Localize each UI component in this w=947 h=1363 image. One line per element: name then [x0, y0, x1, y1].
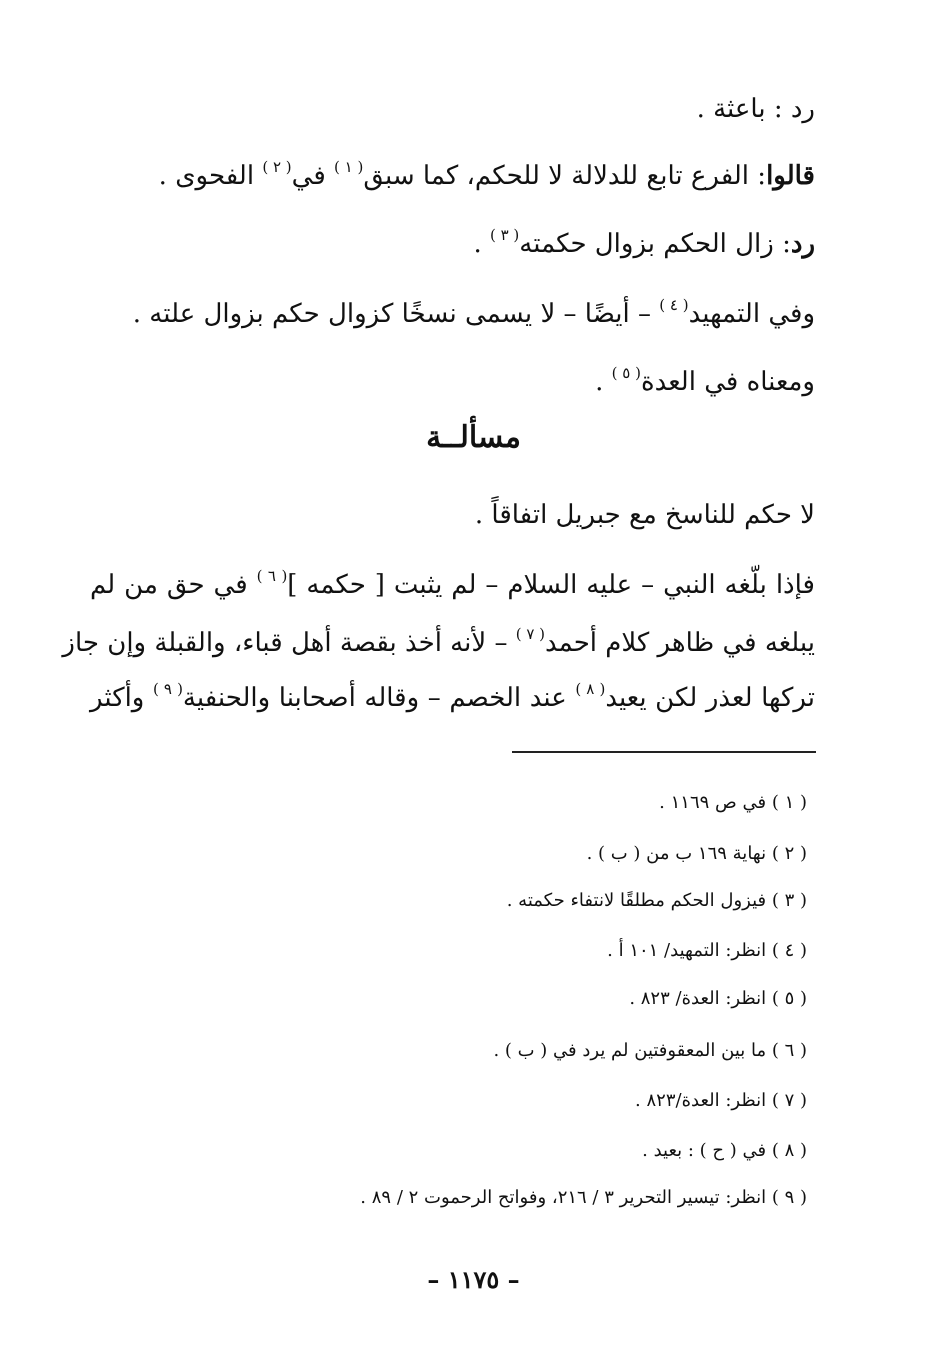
- footnote-ref-5: ( ٥ ): [611, 364, 641, 382]
- footnote-ref-7: ( ٧ ): [515, 625, 546, 643]
- footnote-7: ( ٧ ) انظر: العدة/٨٢٣ .: [635, 1090, 807, 1111]
- label-qalu: قالوا: [766, 161, 815, 191]
- text-line-1: رد : باعثة .: [696, 94, 815, 124]
- text-line-7: فإذا بلّغه النبي – عليه السلام – لم يثبت [ حكمه ]$^{( ٦ )}$ في حق من لم: [90, 567, 815, 600]
- label-rad: رد: [790, 229, 815, 259]
- text-line-4: وفي التمهيد$^{( ٤ )}$ – أيضًا – لا يسمى نسخًا كزوال حكم بزوال علته .: [132, 296, 815, 329]
- footnote-separator: [512, 751, 816, 753]
- footnote-5: ( ٥ ) انظر: العدة/ ٨٢٣ .: [629, 988, 807, 1009]
- footnote-1: ( ١ ) في ص ١١٦٩ .: [659, 792, 807, 813]
- text-line-3: رد: زال الحكم بزوال حكمته$^{( ٣ )}$ .: [473, 226, 815, 259]
- text-line-9: تركها لعذر لكن يعيد$^{( ٨ )}$ عند الخصم – وقاله أصحابنا والحنفية$^{( ٩ )}$ وأكثر: [90, 680, 815, 713]
- footnote-3: ( ٣ ) فيزول الحكم مطلقًا لانتفاء حكمته .: [506, 890, 807, 911]
- footnote-ref-6: ( ٦ ): [256, 567, 288, 585]
- footnote-ref-3: ( ٣ ): [489, 226, 520, 244]
- text-line-8: يبلغه في ظاهر كلام أحمد$^{( ٧ )}$ – لأنه أخذ بقصة أهل قباء، والقبلة وإن جاز: [62, 625, 815, 658]
- footnote-9: ( ٩ ) انظر: تيسير التحرير ٣ / ٢١٦، وفواتح الرحموت ٢ / ٨٩ .: [360, 1187, 807, 1208]
- footnote-ref-4: ( ٤ ): [659, 296, 689, 314]
- footnote-ref-2: ( ٢ ): [262, 158, 292, 176]
- footnote-ref-9: ( ٩ ): [152, 680, 183, 698]
- text-line-6: لا حكم للناسخ مع جبريل اتفاقاً .: [474, 500, 815, 530]
- text-line-2: قالوا: الفرع تابع للدلالة لا للحكم، كما سبق$^{( ١ )}$ في$^{( ٢ )}$ الفحوى .: [158, 158, 815, 191]
- footnote-ref-8: ( ٨ ): [575, 680, 606, 698]
- text-line-5: ومعناه في العدة$^{( ٥ )}$ .: [595, 364, 815, 397]
- section-heading: مسألــة: [426, 420, 521, 455]
- footnote-2: ( ٢ ) نهاية ١٦٩ ب من ( ب ) .: [586, 843, 807, 864]
- footnote-8: ( ٨ ) في ( ح ) : بعيد .: [642, 1140, 807, 1161]
- footnote-6: ( ٦ ) ما بين المعقوفتين لم يرد في ( ب ) .: [493, 1040, 807, 1061]
- page-number: – ١١٧٥ –: [427, 1265, 520, 1294]
- footnote-4: ( ٤ ) انظر: التمهيد/ ١٠١ أ .: [607, 940, 807, 961]
- footnote-ref-1: ( ١ ): [334, 158, 364, 176]
